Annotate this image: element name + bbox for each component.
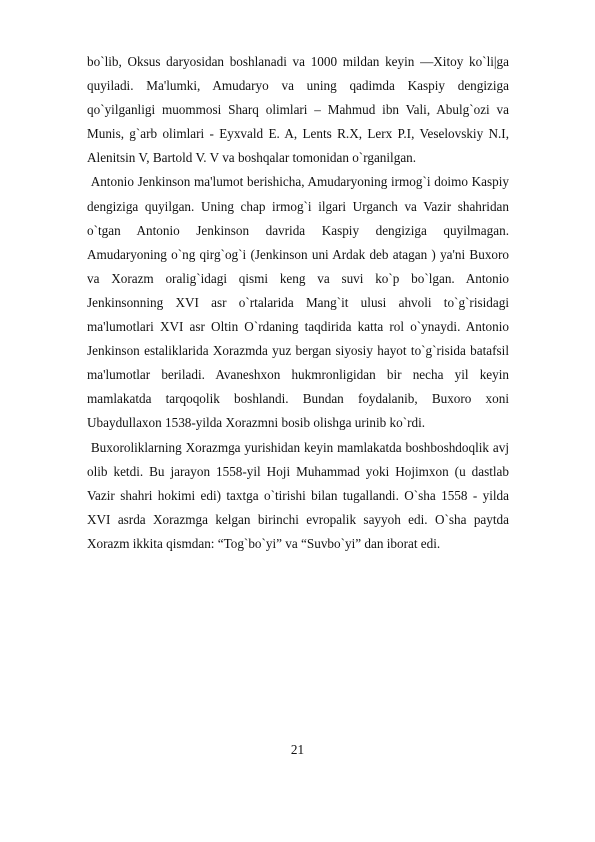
page-number: 21 [290, 742, 305, 757]
paragraph-1: bo`lib, Oksus daryosidan boshlanadi va 1000 mildan keyin —Xitoy ko`li|ga quyiladi. Ma'lumki, Amudaryo va uning qadimda Kaspiy dengiziga qo`yilganligi muommosi Sharq olimlari – Mahmud ibn Vali, Abulg`ozi va Munis, g`arb olimlari - Eyxvald E. A, Lents R.X, Lerx P.I, Veselovskiy N.I, Alenitsin V, Bartold V. V va boshqalar tomonidan o`rganilgan. [87, 54, 509, 166]
paragraph-2: Antonio Jenkinson ma'lumot berishicha, Amudaryoning irmog`i doimo Kaspiy dengiziga quyilgan. Uning chap irmog`i ilgari Urganch va Vazir shahridan o`tgan Antonio Jenkinson davrida Kaspiy dengiziga quyilmagan. Amudaryoning o`ng qirg`og`i (Jenkinson uni Ardak deb atagan ) ya'ni Buxoro va Xorazm oralig`idagi qismi keng va suvi ko`p bo`lgan. Antonio Jenkinsonning XVI asr o`rtalarida Mang`it ulusi ahvoli to`g`risidagi ma'lumotlari XVI asr Oltin O`rdaning taqdirida katta rol o`ynaydi. Antonio Jenkinson estaliklarida Xorazmda yuz bergan siyosiy hayot to`g`risida batafsil ma'lumotlar beriladi. Avaneshxon hukmronligidan bir necha yil keyin mamlakatda tarqoqolik boshlandi. Bundan foydalanib, Buxoro xoni Ubaydullaxon 1538-yilda Xorazmni bosib olishga urinib ko`rdi. [87, 174, 509, 431]
body-text [87, 50, 509, 556]
paragraph-3: Buxoroliklarning Xorazmga yurishidan keyin mamlakatda boshboshdoqlik avj olib ketdi. Bu jarayon 1558-yil Hoji Muhammad yoki Hojimxon (u dastlab Vazir shahri hokimi edi) taxtga o`tirishi bilan tugallandi. O`sha 1558 - yilda XVI asrda Xorazmga kelgan birinchi evropalik sayyoh edi. O`sha paytda Xorazm ikkita qismdan: “Tog`bo`yi” va “Suvbo`yi” dan iborat edi. [87, 439, 509, 551]
